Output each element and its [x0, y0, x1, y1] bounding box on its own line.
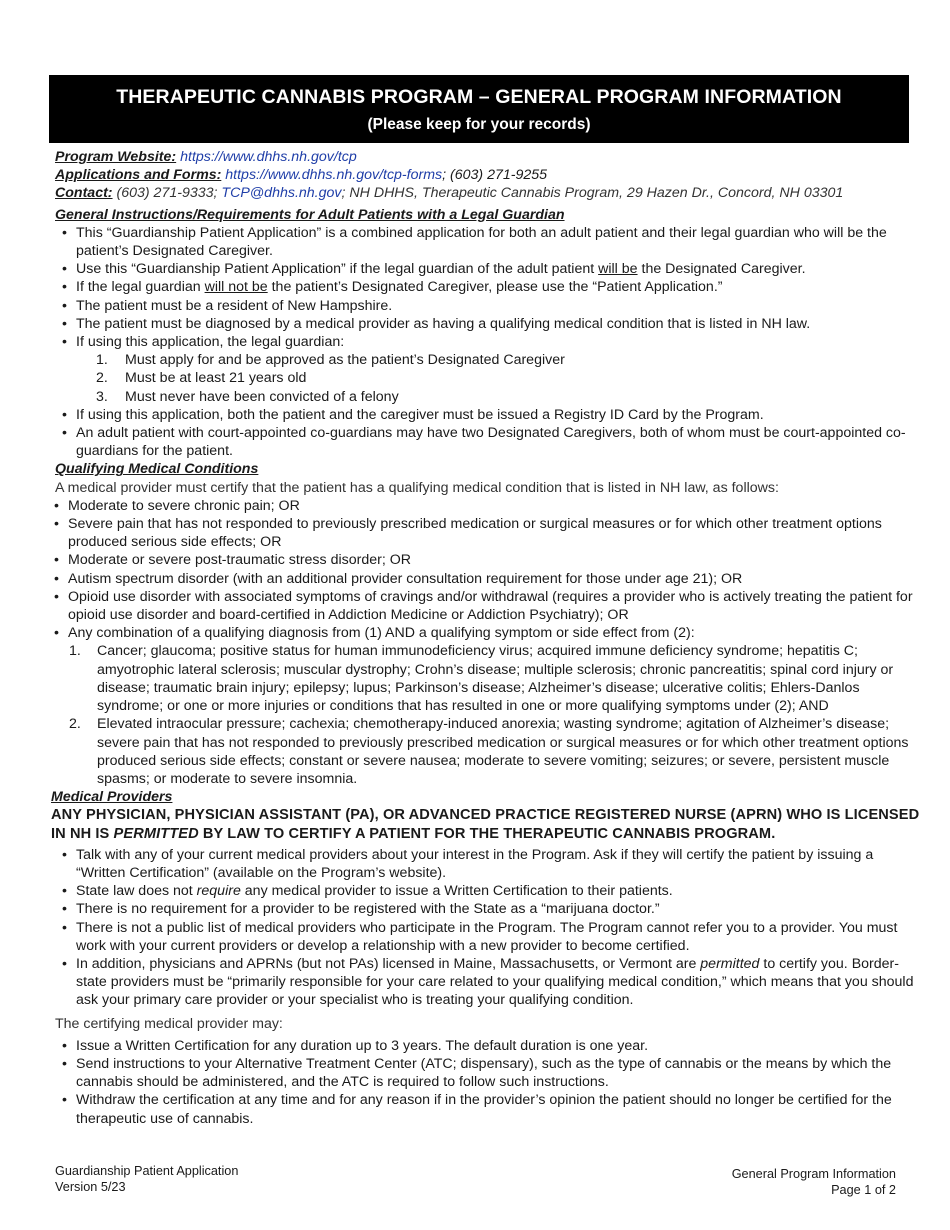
providers-caps-statement [51, 806, 925, 842]
footer-right [732, 1166, 896, 1198]
list-item [55, 955, 925, 1010]
list-item [55, 919, 925, 955]
list-item [54, 624, 925, 642]
general-list-cont [55, 406, 925, 461]
providers-list [55, 846, 925, 1010]
list-item-text: Severe pain that has not responded to previously prescribed medication or surgical measures or for which other treatment options produced serious side effects; OR [68, 516, 882, 551]
list-item-text: Any combination of a qualifying diagnosis from (1) AND a qualifying symptom or side effect from (2): [68, 625, 695, 642]
list-item [55, 388, 925, 406]
list-item [55, 1055, 925, 1091]
contact-block [55, 148, 925, 203]
contact-address: ; NH DHHS, Therapeutic Cannabis Program, 29 Hazen Dr., Concord, NH 03301 [341, 185, 844, 202]
general-section [55, 206, 925, 461]
list-item [55, 315, 925, 333]
general-heading: General Instructions/Requirements for Adult Patients with a Legal Guardian [55, 206, 565, 223]
qualifying-sublist [55, 642, 925, 788]
list-item [55, 642, 925, 715]
emphasis-permitted: permitted [700, 955, 760, 972]
title-banner [49, 75, 909, 143]
contact-email-link[interactable]: TCP@dhhs.nh.gov [221, 185, 342, 202]
general-list [55, 224, 925, 351]
list-item [55, 224, 925, 260]
list-item [55, 406, 925, 424]
list-item-text: Talk with any of your current medical providers about your interest in the Program. Ask if they will certify the patient by issuing a “Written Certification” (available on the Program’s website). [76, 846, 874, 881]
list-item-text: State law does not [76, 883, 197, 900]
list-item-text: If using this application, both the patient and the caregiver must be issued a Registry ID Card by the Program. [76, 406, 764, 423]
list-item-text: If the legal guardian [76, 279, 205, 296]
list-item-text: Issue a Written Certification for any duration up to 3 years. The default duration is one year. [76, 1037, 649, 1054]
caps-text: BY LAW TO CERTIFY A PATIENT FOR THE THERAPEUTIC CANNABIS PROGRAM. [198, 825, 776, 842]
forms-line [55, 166, 925, 184]
list-item [55, 715, 925, 788]
list-item-text: An adult patient with court-appointed co-guardians may have two Designated Caregivers, both of whom must be court-appointed co-guardians for the patient. [76, 425, 906, 460]
contact-label: Contact: [55, 185, 113, 202]
providers-section [51, 788, 925, 1128]
list-item-text: Must never have been convicted of a felony [125, 388, 399, 405]
list-item-text: There is not a public list of medical providers who participate in the Program. The Program cannot refer you to a provider. You must work with your current providers or develop a relationship with a new provider to become certified. [76, 919, 898, 954]
footer-version: Version 5/23 [55, 1180, 126, 1194]
caps-emphasis: PERMITTED [113, 825, 199, 842]
emphasis-require: require [196, 883, 241, 900]
list-item [55, 351, 925, 369]
page-title: THERAPEUTIC CANNABIS PROGRAM – GENERAL PROGRAM INFORMATION [116, 86, 842, 108]
footer-page-number: Page 1 of 2 [831, 1183, 896, 1197]
list-item [55, 846, 925, 882]
list-item [55, 882, 925, 900]
list-item-text: Opioid use disorder with associated symptoms of cravings and/or withdrawal (requires a provider who is actively treating the patient for opioid use disorder and board-certified in Addiction Medicine or Addiction Psychiatry); OR [68, 588, 913, 624]
list-item-text: the patient’s Designated Caregiver, please use the “Patient Application.” [267, 279, 723, 296]
qualifying-section [55, 460, 925, 788]
list-item [54, 551, 925, 569]
item-number: 2. [69, 716, 81, 733]
qualifying-list [55, 497, 925, 643]
list-item-text: the Designated Caregiver. [637, 261, 806, 278]
list-item-text: Cancer; glaucoma; positive status for human immunodeficiency virus; acquired immune deficiency syndrome; hepatitis C; amyotrophic lateral sclerosis; muscular dystrophy; Crohn’s disease; multiple sclerosis; chronic pancreatitis; spinal cord injury or disease; traumatic brain injury; epilepsy; lupus; Parkinson’s disease; Alzheimer’s disease; ulcerative colitis; Ehlers-Danlos syndrome; or one or more injuries or conditions that has resulted in one or more qualifying symptoms under (2); AND [97, 643, 894, 715]
list-item [54, 515, 925, 551]
footer-section-name: General Program Information [731, 1167, 896, 1181]
qualifying-intro: A medical provider must certify that the patient has a qualifying medical condition that is listed in NH law, as follows: [55, 479, 779, 496]
list-item [55, 1091, 925, 1127]
item-number: 1. [69, 643, 81, 660]
list-item [55, 333, 925, 351]
contact-line [55, 184, 925, 202]
list-item [54, 588, 925, 624]
item-number: 2. [96, 370, 108, 387]
providers-may-list [55, 1037, 925, 1128]
list-item-text: The patient must be a resident of New Hampshire. [76, 297, 393, 314]
list-item [54, 570, 925, 588]
forms-label: Applications and Forms: [55, 167, 222, 184]
providers-heading: Medical Providers [51, 789, 173, 806]
footer-left [55, 1163, 238, 1195]
emphasis-will-be: will be [598, 261, 638, 278]
list-item-text: If using this application, the legal guardian: [76, 334, 345, 351]
list-item-text: This “Guardianship Patient Application” is a combined application for both an adult patient and their legal guardian who will be the patient’s Designated Caregiver. [76, 224, 887, 260]
list-item-text: to certify you. Border-state providers must be “primarily responsible for your care related to your qualifying medical condition,” which means that you should ask your primary care provider or your specialist who is treating your qualifying condition. [76, 955, 914, 1009]
forms-phone: ; (603) 271-9255 [442, 167, 548, 184]
website-link[interactable]: https://www.dhhs.nh.gov/tcp [180, 149, 357, 165]
list-item-text: Elevated intraocular pressure; cachexia; chemotherapy-induced anorexia; wasting syndrome; agitation of Alzheimer’s disease; severe pain that has not responded to previously prescribed medication or surgical measures or for which other treatment options produced serious side effects; constant or severe nausea; moderate to severe vomiting; seizures; or severe, persistent muscle spasms; or moderate to severe insomnia. [97, 716, 909, 787]
list-item-text: In addition, physicians and APRNs (but not PAs) licensed in Maine, Massachusetts, or Vermont are [76, 955, 701, 972]
list-item [55, 369, 925, 387]
providers-may-intro: The certifying medical provider may: [55, 1015, 283, 1032]
list-item-text: any medical provider to issue a Written Certification to their patients. [240, 883, 673, 900]
contact-phone: (603) 271-9333; [112, 185, 222, 202]
list-item-text: Must be at least 21 years old [125, 370, 307, 387]
list-item [55, 1037, 925, 1055]
list-item-text: The patient must be diagnosed by a medical provider as having a qualifying medical condition that is listed in NH law. [76, 315, 811, 332]
forms-link[interactable]: https://www.dhhs.nh.gov/tcp-forms [225, 167, 443, 184]
guardian-requirements-list [55, 351, 925, 406]
list-item [55, 278, 925, 296]
list-item [55, 297, 925, 315]
page-subtitle: (Please keep for your records) [367, 116, 591, 133]
list-item [55, 260, 925, 278]
item-number: 3. [96, 388, 108, 405]
list-item-text: Use this “Guardianship Patient Application” if the legal guardian of the adult patient [76, 261, 599, 278]
list-item-text: Moderate or severe post-traumatic stress disorder; OR [68, 552, 411, 569]
list-item-text: There is no requirement for a provider to be registered with the State as a “marijuana doctor.” [76, 901, 660, 918]
website-label: Program Website: [55, 149, 177, 165]
main-content [51, 148, 925, 1128]
qualifying-heading: Qualifying Medical Conditions [55, 461, 259, 478]
website-line [55, 148, 925, 166]
caps-text: ANY PHYSICIAN, PHYSICIAN ASSISTANT (PA), OR ADVANCED PRACTICE REGISTERED NURSE (APRN) WHO IS LICENSED IN NH IS [51, 807, 920, 842]
list-item-text: Moderate to severe chronic pain; OR [68, 497, 300, 514]
list-item-text: Withdraw the certification at any time and for any reason if in the provider’s opinion the patient should no longer be certified for the therapeutic use of cannabis. [76, 1092, 892, 1127]
list-item [55, 900, 925, 918]
list-item [55, 424, 925, 460]
emphasis-will-not-be: will not be [204, 279, 268, 296]
list-item-text: Autism spectrum disorder (with an additional provider consultation requirement for those under age 21); OR [68, 570, 743, 587]
list-item-text: Must apply for and be approved as the patient’s Designated Caregiver [125, 352, 565, 369]
list-item-text: Send instructions to your Alternative Treatment Center (ATC; dispensary), such as the type of cannabis or the means by which the cannabis should be administered, and the ATC is required to follow such instructions. [76, 1055, 892, 1091]
list-item [54, 497, 925, 515]
footer-form-name: Guardianship Patient Application [55, 1164, 239, 1178]
item-number: 1. [96, 352, 108, 369]
